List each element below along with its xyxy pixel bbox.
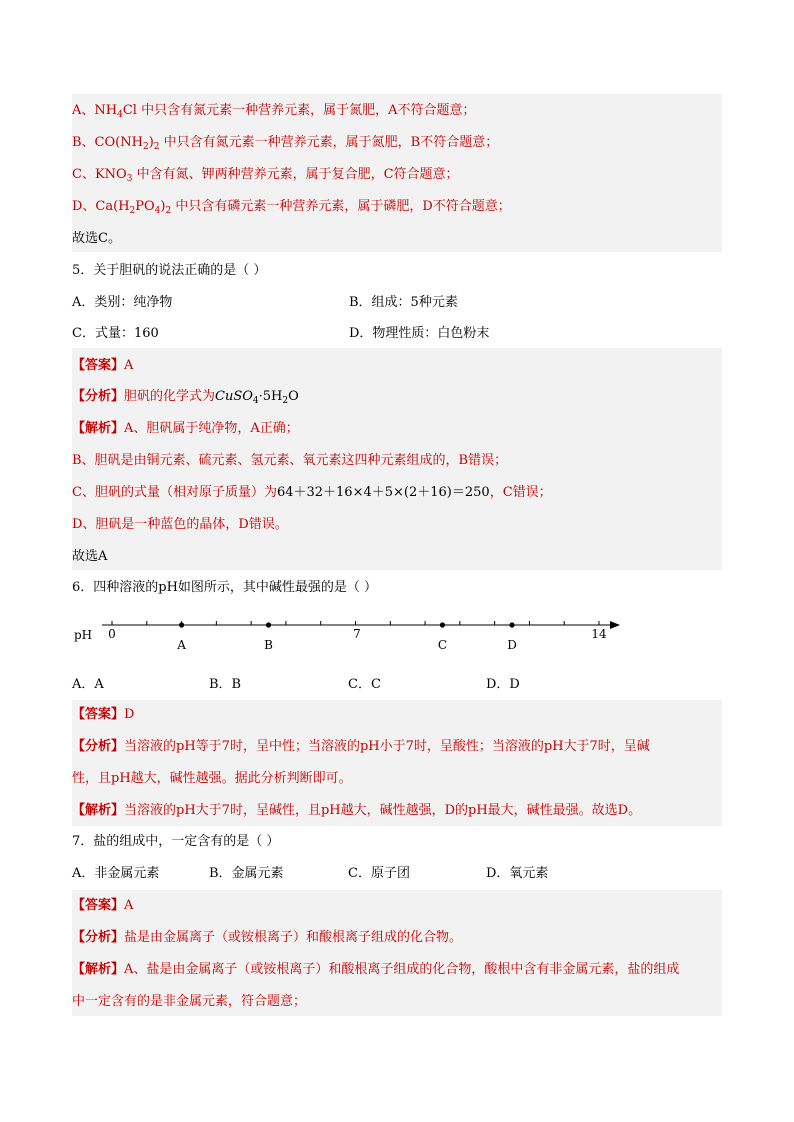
analysis-tag: 【分析】 — [72, 389, 125, 404]
q4-analysis-c: C、$KNO_3$ 中含有氮、钾两种营养元素，属于复合肥，C符合题意； — [72, 167, 459, 184]
q6-analysis-1: 【分析】当溶液的pH等于7时，呈中性；当溶液的pH小于7时，呈酸性；当溶液的pH大于7时，呈碱 — [72, 739, 650, 754]
ph-point-label-b: B — [264, 638, 273, 652]
q6-option-d: D．D — [486, 677, 520, 692]
q5-stem: 5．关于胆矾的说法正确的是（ ） — [72, 263, 267, 278]
ph-point-c — [440, 622, 445, 627]
q4-analysis-a: A、$NH_4Cl$ 中只含有氮元素一种营养元素，属于氮肥，A不符合题意； — [72, 103, 476, 120]
q6-analysis-2: 性，且pH越大，碱性越强。据此分析判断即可。 — [72, 771, 352, 786]
axis-arrow-icon — [610, 621, 620, 629]
answer-tag: 【答案】 — [72, 898, 125, 913]
q7-solution-1: 【解析】A、盐是由金属离子（或铵根离子）和酸根离子组成的化合物，酸根中含有非金属元素，盐的组成 — [72, 962, 680, 977]
q5-answer — [72, 357, 133, 375]
q6-option-b: B．B — [209, 677, 242, 692]
solution-tag: 【解析】 — [72, 803, 125, 818]
q5-solution-a: 【解析】A、胆矾属于纯净物，A正确； — [72, 421, 299, 436]
ph-point-a — [179, 622, 184, 627]
analysis-tag: 【分析】 — [72, 739, 125, 754]
answer-value: A — [124, 898, 134, 913]
ph-tick-0: 0 — [108, 627, 116, 641]
q5-solution-d: D、胆矾是一种蓝色的晶体，D错误。 — [72, 517, 288, 532]
q5-option-b: B．组成：5种元素 — [349, 295, 458, 310]
q7-analysis: 【分析】盐是由金属离子（或铵根离子）和酸根离子组成的化合物。 — [72, 930, 463, 945]
q6-option-a: A．A — [72, 677, 104, 692]
q7-option-d: D．氧元素 — [486, 866, 549, 881]
q4-conclusion: 故选C。 — [72, 231, 121, 246]
q7-option-a: A．非金属元素 — [72, 866, 160, 881]
q5-analysis: 【分析】胆矾的化学式为$CuSO_4\cdot 5H_2O$ — [72, 389, 299, 406]
q6-stem: 6．四种溶液的pH如图所示，其中碱性最强的是（ ） — [72, 580, 378, 595]
q5-option-c: C．式量：160 — [72, 326, 159, 341]
ph-point-b — [266, 622, 271, 627]
answer-value: A — [124, 358, 134, 373]
ph-tick-7: 7 — [353, 627, 361, 641]
answer-value: D — [124, 707, 135, 722]
ph-tick-14: 14 — [591, 627, 607, 641]
formula-mass-calculation: 64＋32＋16×4＋5×(2＋16)＝250 — [276, 485, 490, 500]
ph-point-label-d: D — [507, 638, 517, 652]
ph-axis-label: pH — [74, 628, 93, 642]
answer-tag: 【答案】 — [72, 358, 125, 373]
q6-option-c: C．C — [348, 677, 381, 692]
analysis-tag: 【分析】 — [72, 930, 125, 945]
solution-tag: 【解析】 — [72, 962, 125, 977]
ph-point-label-a: A — [177, 638, 186, 652]
ph-point-label-c: C — [437, 638, 448, 652]
q5-solution-c: C、胆矾的式量（相对原子质量）为64＋32＋16×4＋5×(2＋16)＝250，C错误； — [72, 485, 552, 500]
q5-option-d: D．物理性质：白色粉末 — [349, 326, 490, 341]
q6-answer — [72, 706, 134, 724]
q7-stem: 7．盐的组成中，一定含有的是（ ） — [72, 834, 280, 849]
answer-tag: 【答案】 — [72, 707, 125, 722]
q7-option-b: B．金属元素 — [209, 866, 284, 881]
q4-analysis-b: B、$CO(NH_2)_2$ 中只含有氮元素一种营养元素，属于氮肥，B不符合题意； — [72, 135, 499, 152]
q7-option-c: C．原子团 — [348, 866, 410, 881]
q5-solution-b: B、胆矾是由铜元素、硫元素、氢元素、氧元素这四种元素组成的，B错误； — [72, 453, 508, 468]
q6-solution: 【解析】当溶液的pH大于7时，呈碱性，且pH越大，碱性越强，D的pH最大，碱性最强。故选D。 — [72, 803, 642, 818]
q5-conclusion: 故选A — [72, 549, 108, 564]
ph-point-d — [509, 622, 514, 627]
solution-tag: 【解析】 — [72, 421, 125, 436]
q7-answer — [72, 897, 133, 915]
q7-solution-2: 中一定含有的是非金属元素，符合题意； — [72, 994, 307, 1009]
ph-number-line — [72, 612, 632, 662]
q4-analysis-d: D、$Ca(H_2PO_4)_2$ 中只含有磷元素一种营养元素，属于磷肥，D不符合题意； — [72, 199, 511, 216]
q5-option-a: A．类别：纯净物 — [72, 295, 173, 310]
formula-cuso4: $CuSO_4\cdot 5H_2O$ — [215, 389, 299, 406]
